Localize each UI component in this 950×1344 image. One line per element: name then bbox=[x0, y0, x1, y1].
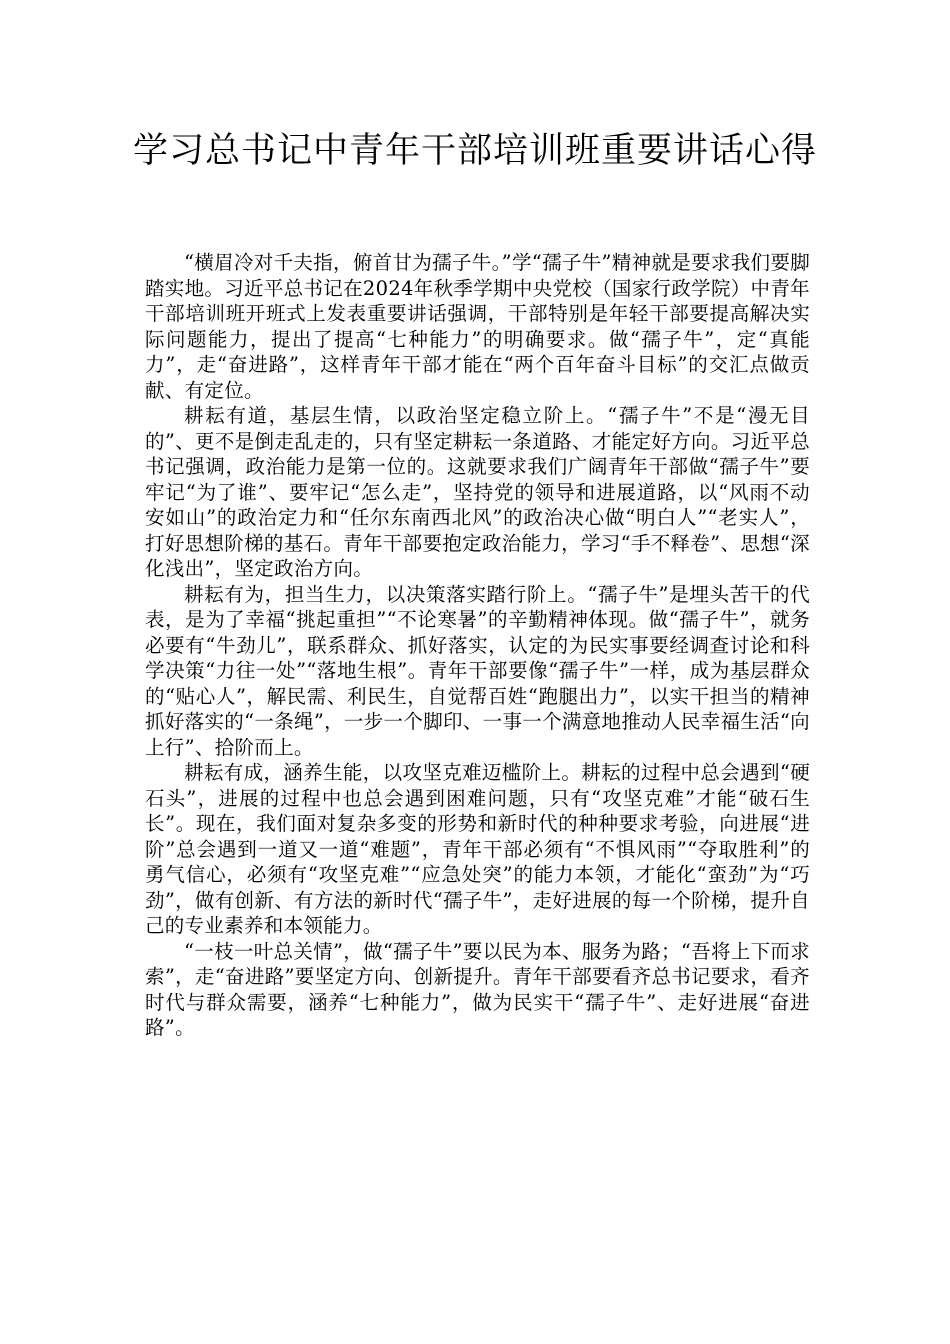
paragraph-2: 耕耘有道，基层生情，以政治坚定稳立阶上。“孺子牛”不是“漫无目的”、更不是倒走乱走的，只有坚定耕耘一条道路、才能定好方向。习近平总书记强调，政治能力是第一位的。这就要求我们广阔青年干部做“孺子牛”要牢记“为了谁”、要牢记“怎么走”，坚持党的领导和进展道路，以“风雨不动安如山”的政治定力和“任尔东南西北风”的政治决心做“明白人”“老实人”，打好思想阶梯的基石。青年干部要抱定政治能力，学习“手不释卷”、思想“深化浅出”，坚定政治方向。 bbox=[145, 404, 810, 580]
paragraph-3: 耕耘有为，担当生力，以决策落实踏行阶上。“孺子牛”是埋头苦干的代表，是为了幸福“挑起重担”“不论寒暑”的辛勤精神体现。做“孺子牛”，就务必要有“牛劲儿”，联系群众、抓好落实，认定的为民实事要经调查讨论和科学决策“力往一处”“落地生根”。青年干部要像“孺子牛”一样，成为基层群众的“贴心人”，解民需、利民生，自觉帮百姓“跑腿出力”，以实干担当的精神抓好落实的“一条绳”，一步一个脚印、一事一个满意地推动人民幸福生活“向上行”、拾阶而上。 bbox=[145, 582, 810, 759]
paragraph-5: “一枝一叶总关情”，做“孺子牛”要以民为本、服务为路；“吾将上下而求索”，走“奋进路”要坚定方向、创新提升。青年干部要看齐总书记要求，看齐时代与群众需要，涵养“七种能力”，做为民实干“孺子牛”、走好进展“奋进路”。 bbox=[145, 939, 810, 1039]
document-body bbox=[145, 250, 810, 1041]
document-title: 学习总书记中青年干部培训班重要讲话心得 bbox=[132, 131, 817, 171]
paragraph-1: “横眉冷对千夫指，俯首甘为孺子牛。”学“孺子牛”精神就是要求我们要脚踏实地。习近平总书记在2024年秋季学期中央党校（国家行政学院）中青年干部培训班开班式上发表重要讲话强调，干部特别是年轻干部要提高解决实际问题能力，提出了提高“七种能力”的明确要求。做“孺子牛”，定“真能力”，走“奋进路”，这样青年干部才能在“两个百年奋斗目标”的交汇点做贡献、有定位。 bbox=[145, 251, 810, 402]
paragraph-4: 耕耘有成，涵养生能，以攻坚克难迈槛阶上。耕耘的过程中总会遇到“硬石头”，进展的过程中也总会遇到困难问题，只有“攻坚克难”才能“破石生长”。现在，我们面对复杂多变的形势和新时代的种种要求考验，向进展“进阶”总会遇到一道又一道“难题”，青年干部必须有“不惧风雨”“夺取胜利”的勇气信心，必须有“攻坚克难”“应急处突”的能力本领，才能化“蛮劲”为“巧劲”，做有创新、有方法的新时代“孺子牛”，走好进展的每一个阶梯，提升自己的专业素养和本领能力。 bbox=[145, 761, 810, 937]
